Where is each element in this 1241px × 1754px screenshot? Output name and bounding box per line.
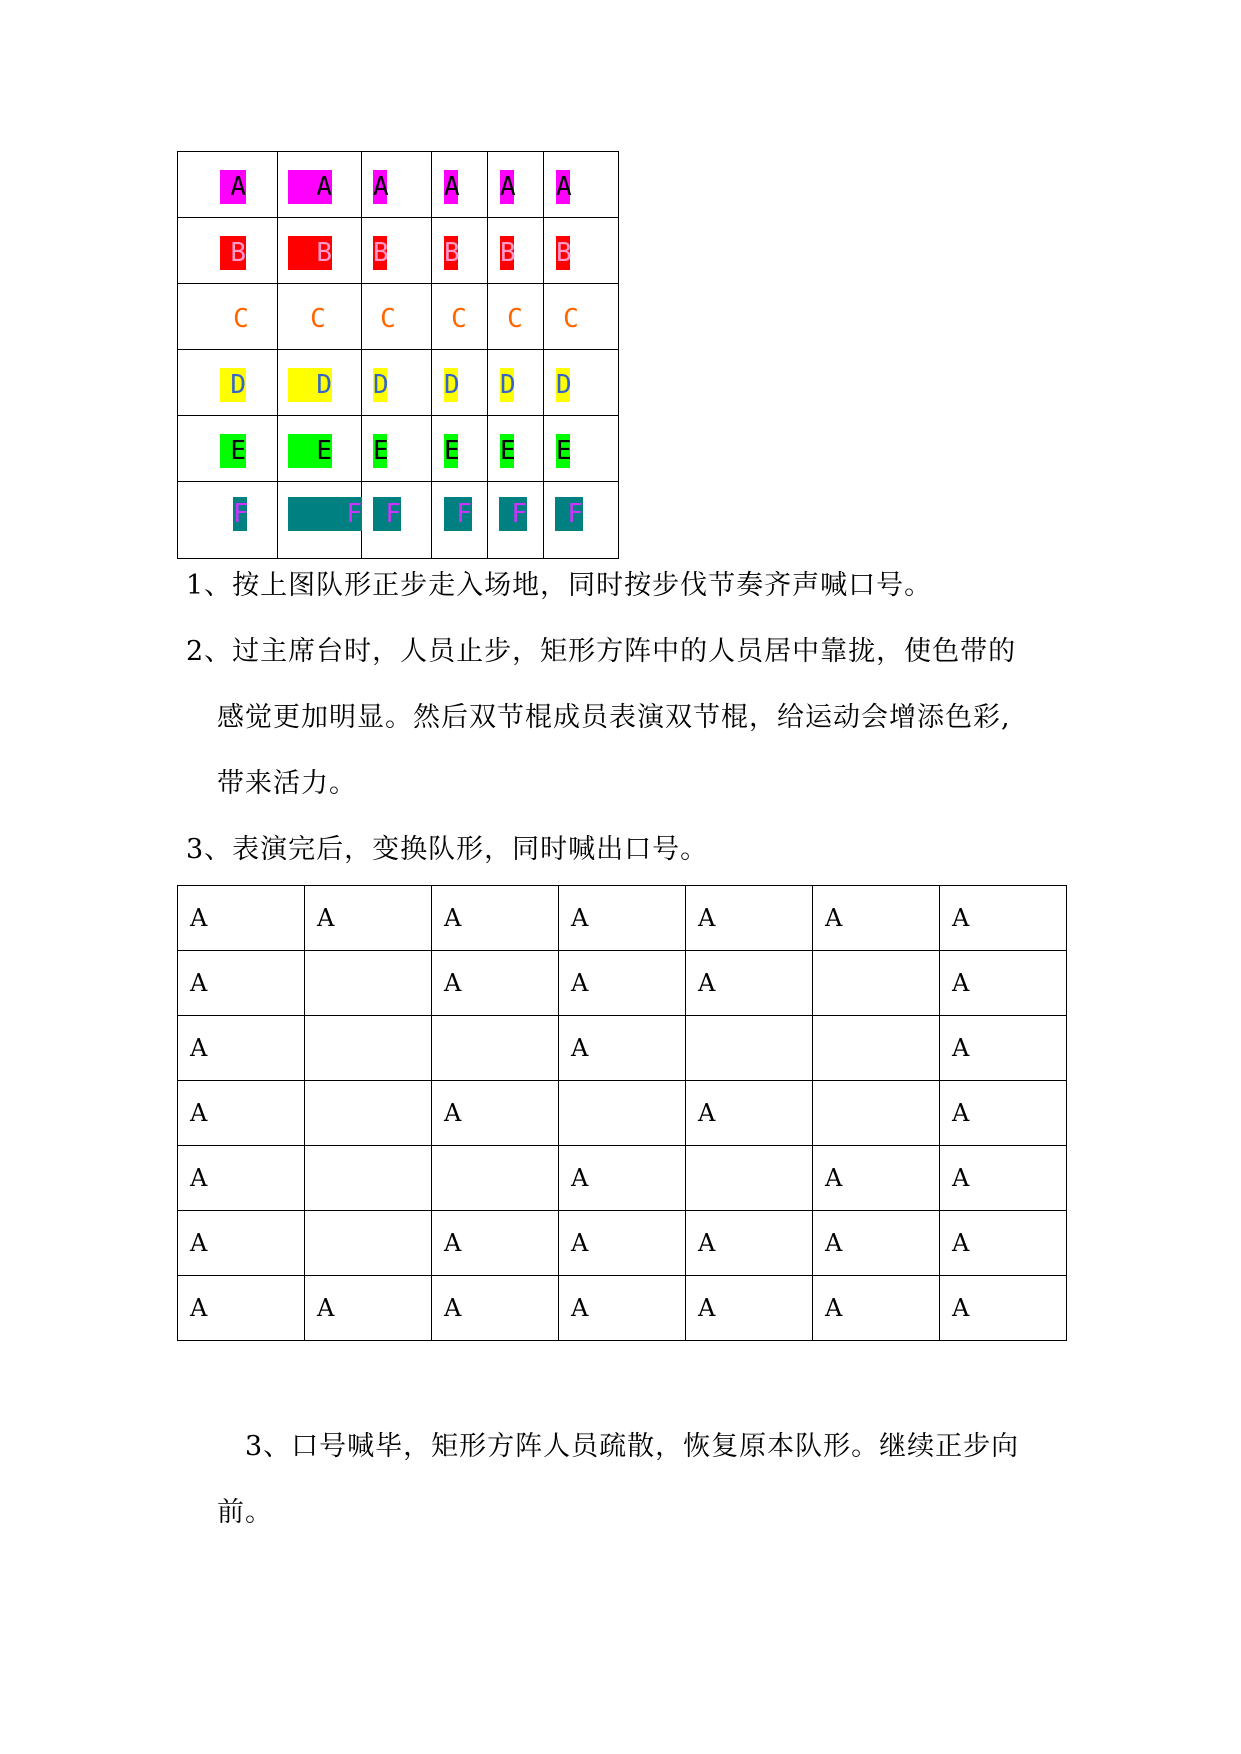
formation-cell: [432, 482, 488, 559]
formation-grid-table: [177, 885, 1067, 1341]
formation-cell: [278, 218, 362, 284]
formation-letter: B: [288, 236, 332, 270]
formation-letter: A: [220, 170, 246, 204]
formation-letter: A: [500, 172, 516, 202]
formation-letter: F: [288, 497, 362, 531]
formation-cell: [178, 218, 278, 284]
grid-cell: A: [940, 951, 1067, 1016]
grid-cell: A: [813, 1146, 940, 1211]
formation-cell: [488, 350, 544, 416]
grid-cell: A: [559, 1276, 686, 1341]
formation-letter: E: [288, 434, 332, 468]
grid-cell: [305, 951, 432, 1016]
grid-cell: A: [940, 1211, 1067, 1276]
grid-cell: [813, 951, 940, 1016]
step-1-text: 1、按上图队形正步走入场地，同时按步伐节奏齐声喊口号。: [186, 570, 933, 601]
formation-cell: [432, 152, 488, 218]
formation-letter: E: [373, 436, 389, 466]
grid-cell: A: [305, 886, 432, 951]
formation-cell: [178, 416, 278, 482]
formation-letter: A: [373, 172, 389, 202]
formation-cell: [432, 284, 488, 350]
grid-cell: [686, 1016, 813, 1081]
formation-letter: D: [220, 368, 246, 402]
grid-cell: [305, 1016, 432, 1081]
formation-letter: C: [563, 304, 579, 334]
formation-cell: [362, 350, 432, 416]
formation-cell: [488, 152, 544, 218]
grid-cell: A: [178, 886, 305, 951]
grid-cell: A: [686, 1211, 813, 1276]
formation-letter: C: [507, 304, 523, 334]
step-3-text: 3、表演完后，变换队形，同时喊出口号。: [186, 834, 709, 865]
formation-letter: B: [556, 238, 572, 268]
grid-cell: A: [178, 1081, 305, 1146]
grid-cell: A: [178, 951, 305, 1016]
grid-cell: A: [686, 951, 813, 1016]
step-2-text-line3: 带来活力。: [217, 768, 357, 799]
grid-cell: A: [305, 1276, 432, 1341]
formation-cell: [544, 416, 619, 482]
formation-letter: D: [500, 370, 516, 400]
grid-cell: A: [432, 951, 559, 1016]
formation-letter: B: [444, 238, 460, 268]
formation-letter: E: [556, 436, 572, 466]
formation-cell: [178, 284, 278, 350]
grid-cell: A: [178, 1146, 305, 1211]
formation-cell: [278, 482, 362, 559]
grid-cell: [305, 1146, 432, 1211]
formation-cell: [178, 152, 278, 218]
formation-letter: C: [380, 304, 396, 334]
formation-letter: F: [499, 497, 527, 531]
step-2-text-line2: 感觉更加明显。然后双节棍成员表演双节棍，给运动会增添色彩,: [217, 702, 1011, 733]
formation-cell: [544, 284, 619, 350]
formation-cell: [432, 350, 488, 416]
formation-letter: F: [233, 499, 249, 529]
formation-cell: [278, 284, 362, 350]
formation-cell: [432, 218, 488, 284]
formation-letter: F: [555, 497, 583, 531]
formation-letter: E: [444, 436, 460, 466]
grid-cell: A: [432, 1276, 559, 1341]
grid-cell: A: [559, 951, 686, 1016]
formation-cell: [362, 482, 432, 559]
formation-letter: F: [373, 497, 401, 531]
grid-cell: A: [559, 1016, 686, 1081]
grid-cell: [305, 1211, 432, 1276]
grid-cell: A: [940, 1276, 1067, 1341]
grid-cell: A: [559, 886, 686, 951]
formation-letter: E: [500, 436, 516, 466]
grid-cell: A: [559, 1146, 686, 1211]
formation-cell: [362, 152, 432, 218]
grid-cell: [686, 1146, 813, 1211]
grid-cell: A: [432, 1081, 559, 1146]
grid-cell: A: [940, 1016, 1067, 1081]
grid-cell: A: [813, 1211, 940, 1276]
grid-cell: [813, 1016, 940, 1081]
formation-letter: D: [373, 370, 389, 400]
formation-cell: [488, 416, 544, 482]
formation-cell: [488, 482, 544, 559]
grid-cell: A: [178, 1211, 305, 1276]
formation-cell: [488, 284, 544, 350]
formation-letter: C: [310, 304, 326, 334]
formation-cell: [488, 218, 544, 284]
grid-cell: [432, 1016, 559, 1081]
formation-letter: A: [444, 172, 460, 202]
grid-cell: A: [178, 1276, 305, 1341]
grid-cell: A: [432, 886, 559, 951]
formation-cell: [362, 218, 432, 284]
formation-cell: [178, 350, 278, 416]
formation-letter: A: [288, 170, 332, 204]
formation-cell: [544, 350, 619, 416]
grid-cell: [305, 1081, 432, 1146]
grid-cell: A: [178, 1016, 305, 1081]
formation-letter: B: [220, 236, 246, 270]
formation-letter: D: [556, 370, 572, 400]
formation-cell: [362, 416, 432, 482]
formation-cell: [278, 416, 362, 482]
grid-cell: [432, 1146, 559, 1211]
grid-cell: A: [940, 1081, 1067, 1146]
grid-cell: A: [432, 1211, 559, 1276]
closing-text-line2: 前。: [217, 1497, 273, 1528]
formation-letter: F: [444, 497, 472, 531]
formation-cell: [432, 416, 488, 482]
grid-cell: [559, 1081, 686, 1146]
formation-letter: B: [373, 238, 389, 268]
grid-cell: A: [813, 1276, 940, 1341]
formation-cell: [178, 482, 278, 559]
grid-cell: A: [686, 1276, 813, 1341]
formation-letter: C: [233, 304, 249, 334]
formation-cell: [544, 152, 619, 218]
grid-cell: A: [686, 1081, 813, 1146]
grid-cell: A: [686, 886, 813, 951]
formation-letter: D: [444, 370, 460, 400]
grid-cell: A: [940, 886, 1067, 951]
formation-cell: [278, 350, 362, 416]
formation-letter: A: [556, 172, 572, 202]
formation-letter: B: [500, 238, 516, 268]
formation-cell: [278, 152, 362, 218]
formation-cell: [544, 482, 619, 559]
formation-cell: [362, 284, 432, 350]
closing-text-line1: 3、口号喊毕，矩形方阵人员疏散，恢复原本队形。继续正步向: [245, 1431, 1020, 1462]
step-2-text-line1: 2、过主席台时，人员止步，矩形方阵中的人员居中靠拢，使色带的: [186, 636, 1017, 667]
grid-cell: [813, 1081, 940, 1146]
grid-cell: A: [940, 1146, 1067, 1211]
formation-letter: D: [288, 368, 332, 402]
grid-cell: A: [559, 1211, 686, 1276]
formation-cell: [544, 218, 619, 284]
grid-cell: A: [813, 886, 940, 951]
formation-letter: E: [220, 434, 246, 468]
formation-table: [177, 151, 619, 559]
formation-letter: C: [451, 304, 467, 334]
